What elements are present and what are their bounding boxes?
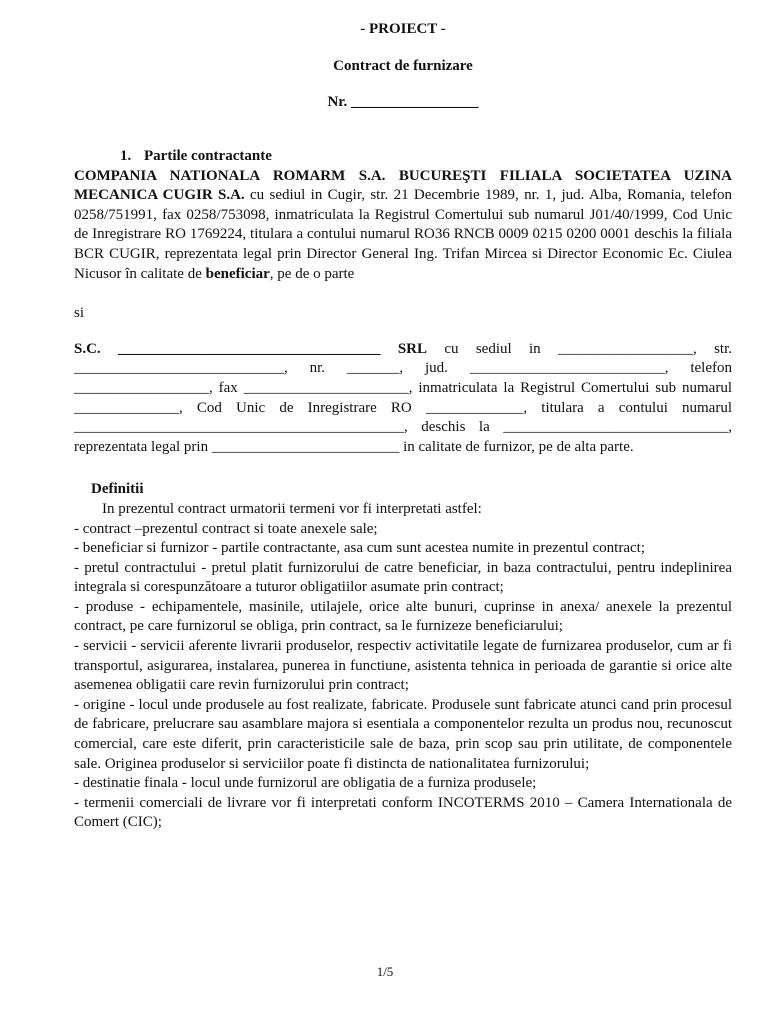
document-page: [74, 18, 732, 833]
party1-closing: , pe de o parte: [269, 265, 355, 282]
definition-item: - beneficiar si furnizor - partile contractante, asa cum sunt acestea numite in prezentul contract;: [74, 540, 645, 557]
definition-item: - pretul contractului - pretul platit furnizorului de catre beneficiar, in baza contractului, pentru indeplinirea integrala si corespunzătoare a tuturor obligatiilor asumate prin contract;: [74, 559, 732, 596]
definition-item: - servicii - servicii aferente livrarii produselor, respectiv activitatile legate de furnizarea produselor, cum ar fi transportul, asigurarea, instalarea, punerea in functiune, asistenta tehnica in perioada de garantie si orice alte asemenea obligatii care revin furnizorului prin contract;: [74, 638, 732, 694]
party2-paragraph: [74, 340, 732, 458]
party1-name: COMPANIA NATIONALA ROMARM S.A. BUCUREŞTI FILIALA SOCIETATEA UZINA MECANICA CUGIR S.A.: [74, 167, 732, 204]
party2-text: cu sediul in __________________, str. ____________________________, nr. _______, jud. __________________________, telefon __________________, fax ______________________, inmatriculata la Registrul Comertului sub numarul ______________, Cod Unic de Inregistrare RO _____________, titulara a contului numarul ____________________________________________, deschis la ______________________________, reprezentata legal prin _________________________ in calitate de furnizor, pe de alta parte.: [74, 340, 732, 455]
contract-number: Nr. _________________: [327, 94, 479, 110]
party2-prefix: S.C. ___________________________________ SRL: [74, 340, 428, 357]
party1-role: beneficiar: [205, 265, 270, 282]
section-1-title: Partile contractante: [144, 148, 272, 164]
definition-item: - termenii comerciali de livrare vor fi interpretati conform INCOTERMS 2010 – Camera Internationala de Comert (CIC);: [74, 794, 732, 831]
definition-item: - origine - locul unde produsele au fost realizate, fabricate. Produsele sunt fabricate atunci cand prin procesul de fabricare, prelucrare sau asamblare majora si esentiala a componentelor rezulta un produs nou, recunoscut comercial, care este diferit, prin caracteristicile sale de baza, prin scop sau prin utilitate, de componentele sale. Originea produselor si serviciilor poate fi distincta de nationalitatea furnizorului;: [74, 696, 732, 772]
conjunction-si: si: [74, 305, 85, 322]
project-label: - PROIECT -: [360, 21, 446, 37]
definition-item: - destinatie finala - locul unde furnizorul are obligatia de a furniza produsele;: [74, 775, 537, 792]
section-1-number: 1.: [120, 148, 132, 164]
party1-paragraph: [74, 167, 732, 285]
definitions-heading: Definitii: [91, 481, 144, 498]
definitions-intro: In prezentul contract urmatorii termeni vor fi interpretati astfel:: [102, 500, 482, 517]
party1-details: cu sediul in Cugir, str. 21 Decembrie 1989, nr. 1, jud. Alba, Romania, telefon 0258/751991, fax 0258/753098, inmatriculata la Registrul Comertului sub numarul J01/40/1999, Cod Unic de Inregistrare RO 1769224, titulara a contului numarul RO36 RNCB 0009 0215 0200 0001 deschis la filiala BCR CUGIR, reprezentata legal prin Director General Ing. Trifan Mircea si Director Economic Ec. Ciulea Nicusor în calitate de: [74, 187, 733, 282]
page-number: 1/5: [376, 964, 394, 979]
definition-item: - contract –prezentul contract si toate anexele sale;: [74, 520, 378, 537]
definition-item: - produse - echipamentele, masinile, utilajele, orice alte bunuri, cuprinse in anexa/ anexele la prezentul contract, pe care furnizorul se obliga, prin contract, sa le furnizeze beneficiarului;: [74, 598, 732, 635]
section-1-heading: [74, 147, 732, 167]
contract-title: Contract de furnizare: [333, 58, 473, 74]
